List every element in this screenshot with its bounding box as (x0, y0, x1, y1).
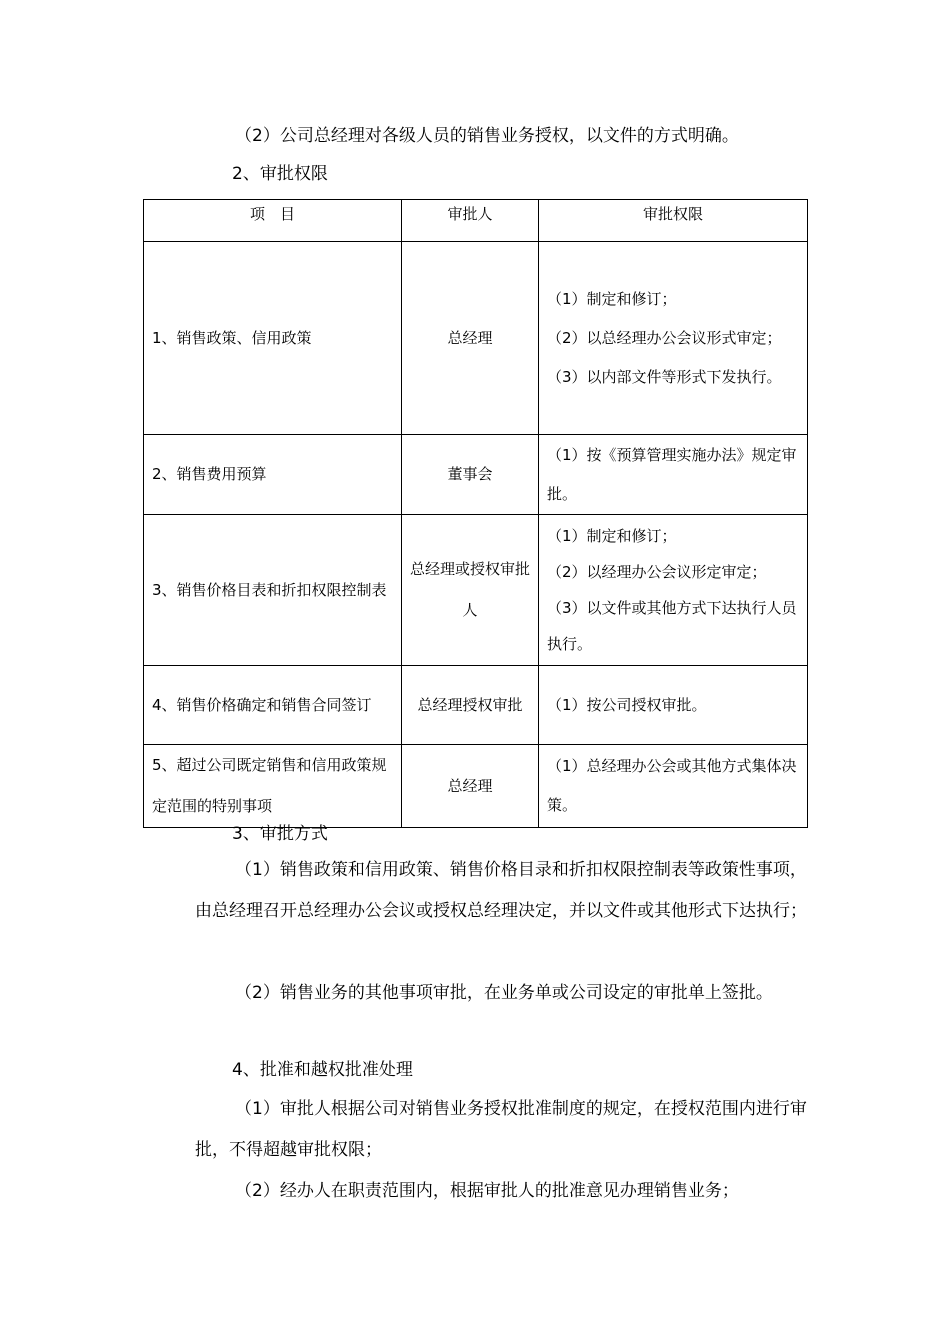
rights-line: （3）以文件或其他方式下达执行人员执行。 (547, 599, 797, 653)
row-approver: 总经理 (402, 745, 539, 828)
row-rights (539, 435, 808, 515)
section-3-paragraph-2: （2）销售业务的其他事项审批，在业务单或公司设定的审批单上签批。 (235, 983, 773, 1003)
row-approver: 总经理或授权审批人 (402, 515, 539, 666)
row-rights (539, 666, 808, 745)
row-item: 2、销售费用预算 (144, 435, 402, 515)
row-approver: 总经理 (402, 242, 539, 435)
row-item: 4、销售价格确定和销售合同签订 (144, 666, 402, 745)
section-4-heading: 4、批准和越权批准处理 (232, 1060, 413, 1080)
intro-paragraph: （2）公司总经理对各级人员的销售业务授权，以文件的方式明确。 (235, 126, 739, 146)
row-rights (539, 515, 808, 666)
table-row (144, 745, 808, 828)
section-3-heading: 3、审批方式 (232, 824, 328, 844)
section-3-paragraph-1: （1）销售政策和信用政策、销售价格目录和折扣权限控制表等政策性事项，由总经理召开总经理办公会议或授权总经理决定，并以文件或其他形式下达执行； (195, 860, 807, 921)
table-row (144, 242, 808, 435)
header-approver: 审批人 (402, 200, 539, 242)
row-rights (539, 745, 808, 828)
rights-line: （2）以经理办公会议形定审定； (547, 563, 767, 581)
section-2-heading: 2、审批权限 (232, 164, 328, 184)
header-item: 项 目 (144, 200, 402, 242)
rights-line: （3）以内部文件等形式下发执行。 (547, 367, 782, 386)
rights-line: （1）总经理办公会或其他方式集体决策。 (547, 757, 797, 814)
row-item: 3、销售价格目表和折扣权限控制表 (144, 515, 402, 666)
rights-line: （1）制定和修订； (547, 289, 677, 308)
rights-line: （2）以总经理办公会议形式审定； (547, 328, 782, 347)
row-item: 5、超过公司既定销售和信用政策规定范围的特别事项 (144, 745, 402, 828)
row-rights (539, 242, 808, 435)
header-rights: 审批权限 (539, 200, 808, 242)
table-row (144, 435, 808, 515)
rights-line: （1）按《预算管理实施办法》规定审批。 (547, 445, 797, 503)
table-row (144, 515, 808, 666)
rights-line: （1）按公司授权审批。 (547, 695, 707, 714)
section-4-paragraph-2: （2）经办人在职责范围内，根据审批人的批准意见办理销售业务； (235, 1181, 739, 1201)
table-row (144, 666, 808, 745)
table-header-row (144, 200, 808, 242)
row-item: 1、销售政策、信用政策 (144, 242, 402, 435)
approval-authority-table (143, 199, 808, 828)
section-4-paragraph-1: （1）审批人根据公司对销售业务授权批准制度的规定，在授权范围内进行审批，不得超越审批权限； (195, 1099, 807, 1160)
row-approver: 董事会 (402, 435, 539, 515)
row-approver: 总经理授权审批 (402, 666, 539, 745)
rights-line: （1）制定和修订； (547, 527, 677, 545)
